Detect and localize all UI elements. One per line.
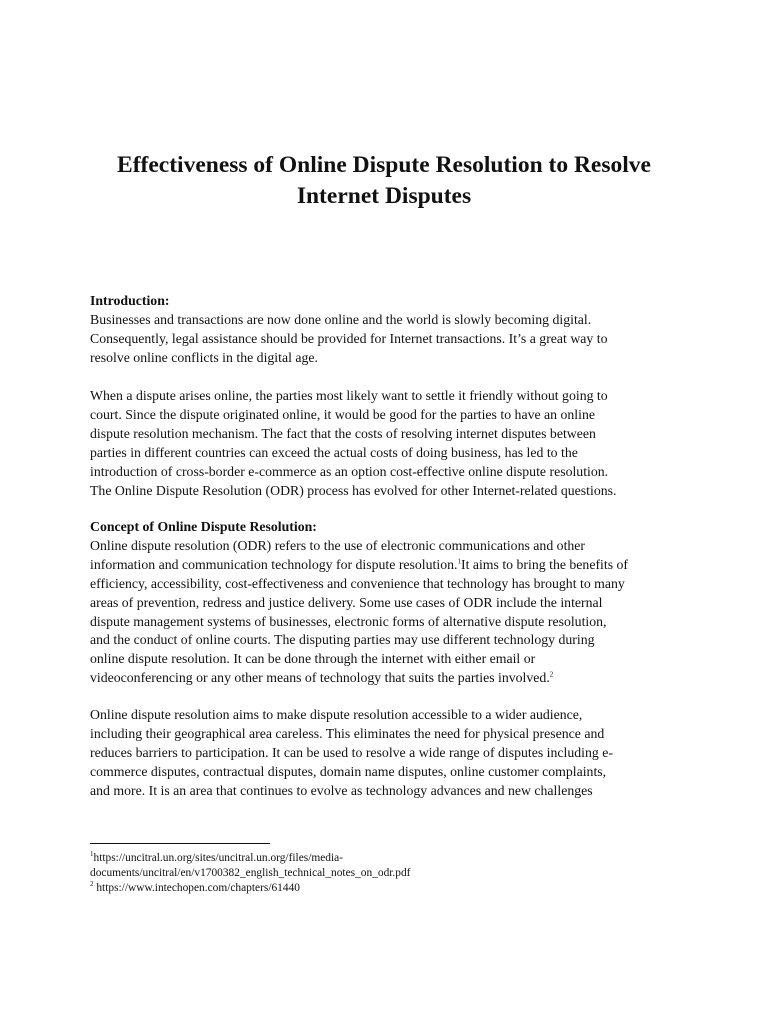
title-line-1: Effectiveness of Online Dispute Resolution to Resolve: [117, 152, 651, 178]
text-segment: It aims to bring the benefits of: [460, 556, 629, 572]
text-line: [90, 669, 690, 688]
text-line: areas of prevention, redress and justice delivery. Some use cases of ODR include the internal: [90, 594, 603, 610]
text-line: Businesses and transactions are now done online and the world is slowly becoming digital.: [90, 311, 592, 327]
concept-paragraph-2: [90, 706, 690, 801]
introduction-paragraph-2: [90, 387, 690, 500]
text-line: and the conduct of online courts. The disputing parties may use different technology during: [90, 632, 595, 648]
text-line: efficiency, accessibility, cost-effectiveness and convenience that technology has brought to many: [90, 575, 625, 591]
text-segment: videoconferencing or any other means of technology that suits the parties involved.: [90, 670, 550, 686]
text-line: Online dispute resolution aims to make dispute resolution accessible to a wider audience,: [90, 707, 583, 722]
text-line: [90, 556, 690, 575]
introduction-section: [90, 292, 690, 368]
footnote-reference-1: 1: [457, 557, 461, 566]
text-line: Consequently, legal assistance should be provided for Internet transactions. It’s a great way to: [90, 330, 608, 346]
title-line-2: Internet Disputes: [296, 183, 472, 209]
text-line: When a dispute arises online, the parties most likely want to settle it friendly without going to: [90, 388, 608, 403]
concept-heading: Concept of Online Dispute Resolution:: [90, 519, 317, 534]
text-line: Online dispute resolution (ODR) refers to the use of electronic communications and other: [90, 537, 586, 553]
footnote-2-link[interactable]: https://www.intechopen.com/chapters/61440: [93, 882, 300, 894]
introduction-heading: Introduction:: [90, 293, 170, 308]
footnotes: [90, 851, 690, 896]
text-line: dispute resolution mechanism. The fact that the costs of resolving internet disputes between: [90, 425, 596, 441]
text-line: commerce disputes, contractual disputes, domain name disputes, online customer complaints,: [90, 763, 607, 779]
footnote-reference-2: 2: [549, 670, 554, 679]
footnote-1-line-2[interactable]: documents/uncitral/en/v1700382_english_technical_notes_on_odr.pdf: [90, 867, 411, 879]
document-title: [60, 150, 708, 212]
text-line: dispute management systems of businesses, electronic forms of alternative dispute resolution,: [90, 613, 607, 629]
text-line: court. Since the dispute originated online, it would be good for the parties to have an online: [90, 406, 595, 422]
footnote-1-link-part-1[interactable]: https://uncitral.un.org/sites/uncitral.un.org/files/media-: [93, 852, 343, 864]
text-line: The Online Dispute Resolution (ODR) process has evolved for other Internet-related questions.: [90, 482, 617, 498]
footnote-1-line-1: [90, 851, 690, 866]
text-line: introduction of cross-border e-commerce as an option cost-effective online dispute resolution.: [90, 463, 609, 479]
footnote-2-mark: 2: [90, 880, 94, 889]
text-line: resolve online conflicts in the digital age.: [90, 349, 318, 365]
text-line: and more. It is an area that continues to evolve as technology advances and new challenges: [90, 782, 593, 798]
text-line: including their geographical area careless. This eliminates the need for physical presence and: [90, 725, 605, 741]
footnote-divider: [90, 843, 270, 844]
text-line: parties in different countries can exceed the actual costs of doing business, has led to the: [90, 444, 578, 460]
text-line: online dispute resolution. It can be done through the internet with either email or: [90, 651, 536, 667]
footnote-2: [90, 881, 690, 896]
text-line: reduces barriers to participation. It can be used to resolve a wide range of disputes including e-: [90, 744, 613, 760]
concept-section: [90, 518, 690, 688]
footnote-1-mark: 1: [90, 850, 94, 859]
text-segment: information and communication technology for dispute resolution.: [90, 556, 458, 572]
